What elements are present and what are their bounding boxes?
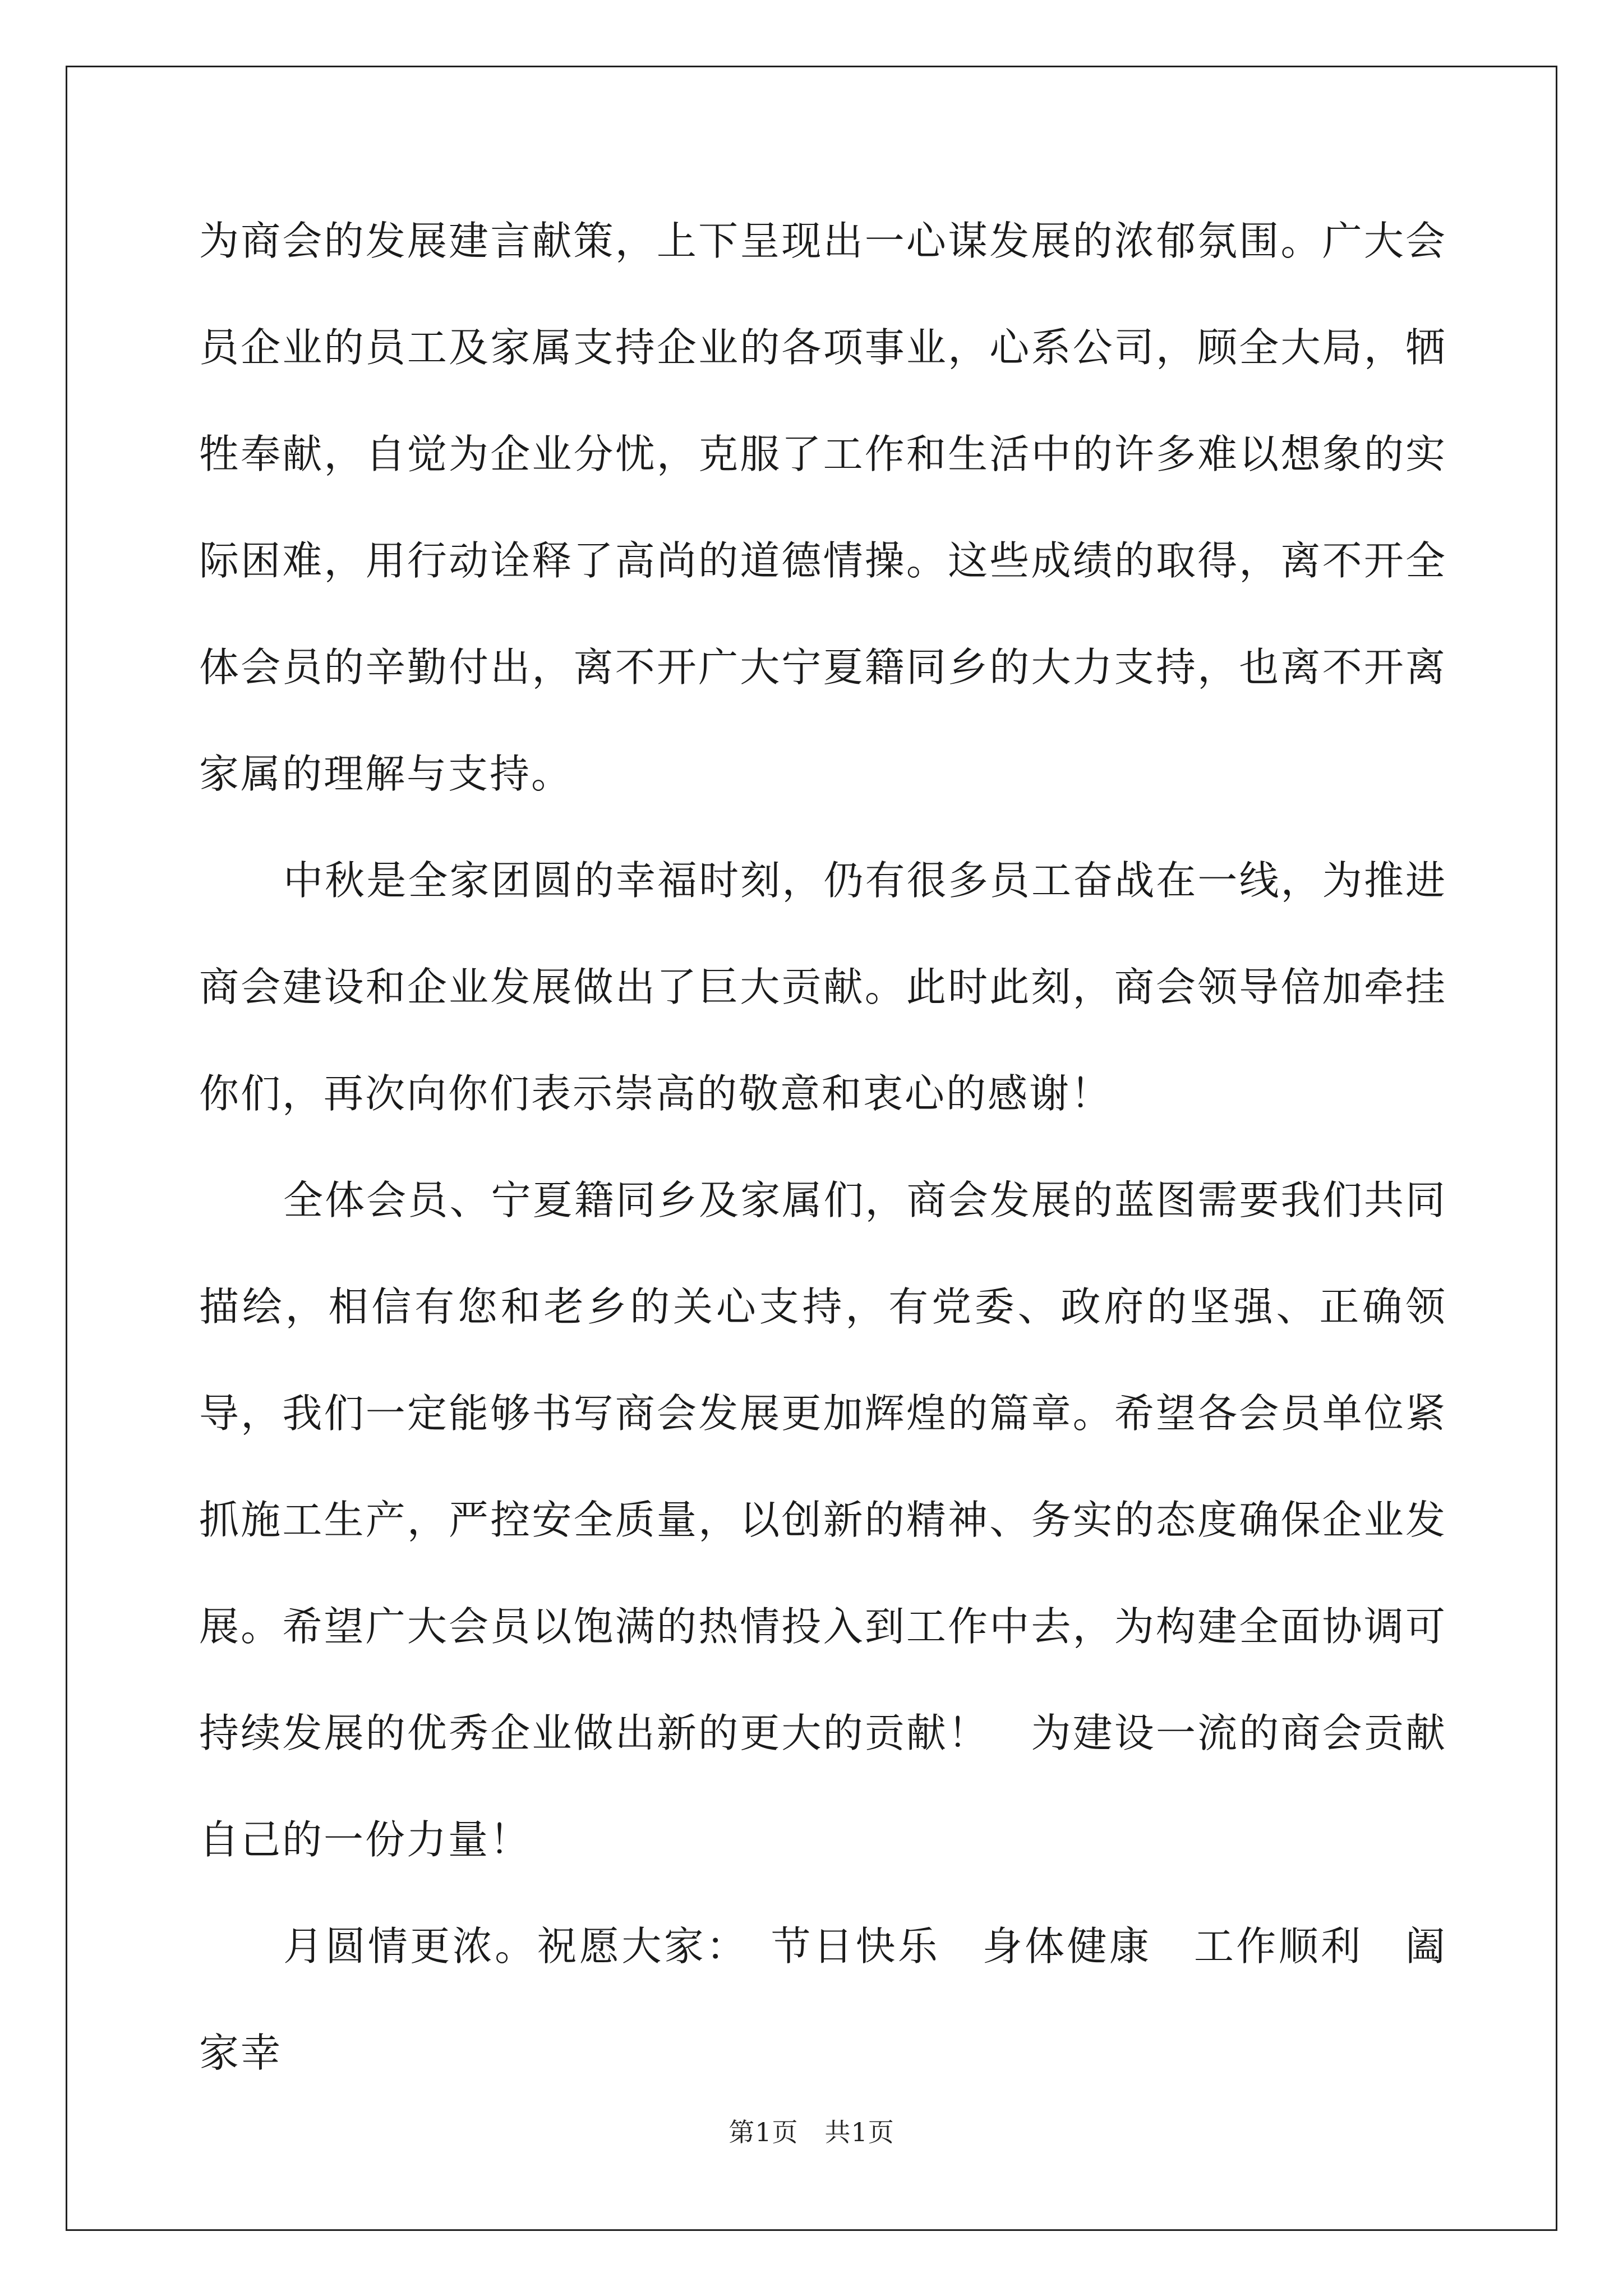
paragraph-4: 月圆情更浓。祝愿大家： 节日快乐 身体健康 工作顺利 阖家幸 — [199, 1923, 1447, 2076]
paragraph-2: 中秋是全家团圆的幸福时刻，仍有很多员工奋战在一线，为推进商会建设和企业发展做出了巨大贡献。此时此刻，商会领导倍加牵挂你们，再次向你们表示崇高的敬意和衷心的感谢！ — [199, 857, 1447, 1117]
page-number: 第1页 — [728, 2117, 799, 2147]
paragraph-3: 全体会员、宁夏籍同乡及家属们，商会发展的蓝图需要我们共同描绘，相信有您和老乡的关心支持，有党委、政府的坚强、正确领导，我们一定能够书写商会发展更加辉煌的篇章。希望各会员单位紧抓施工生产，严控安全质量，以创新的精神、务实的态度确保企业发展。希望广大会员以饱满的热情投入到工作中去，为构建全面协调可持续发展的优秀企业做出新的更大的贡献！ 为建设一流的商会贡献自己的一份力量！ — [199, 1177, 1447, 1863]
paragraph-1: 为商会的发展建言献策，上下呈现出一心谋发展的浓郁氛围。广大会员企业的员工及家属支持企业的各项事业，心系公司，顾全大局，牺牲奉献，自觉为企业分忧，克服了工作和生活中的许多难以想象的实际困难，用行动诠释了高尚的道德情操。这些成绩的取得，离不开全体会员的辛勤付出，离不开广大宁夏籍同乡的大力支持，也离不开离家属的理解与支持。 — [199, 218, 1447, 797]
document-body — [199, 188, 1447, 2106]
page-footer — [0, 2112, 1623, 2149]
page-total: 共1页 — [824, 2117, 895, 2147]
